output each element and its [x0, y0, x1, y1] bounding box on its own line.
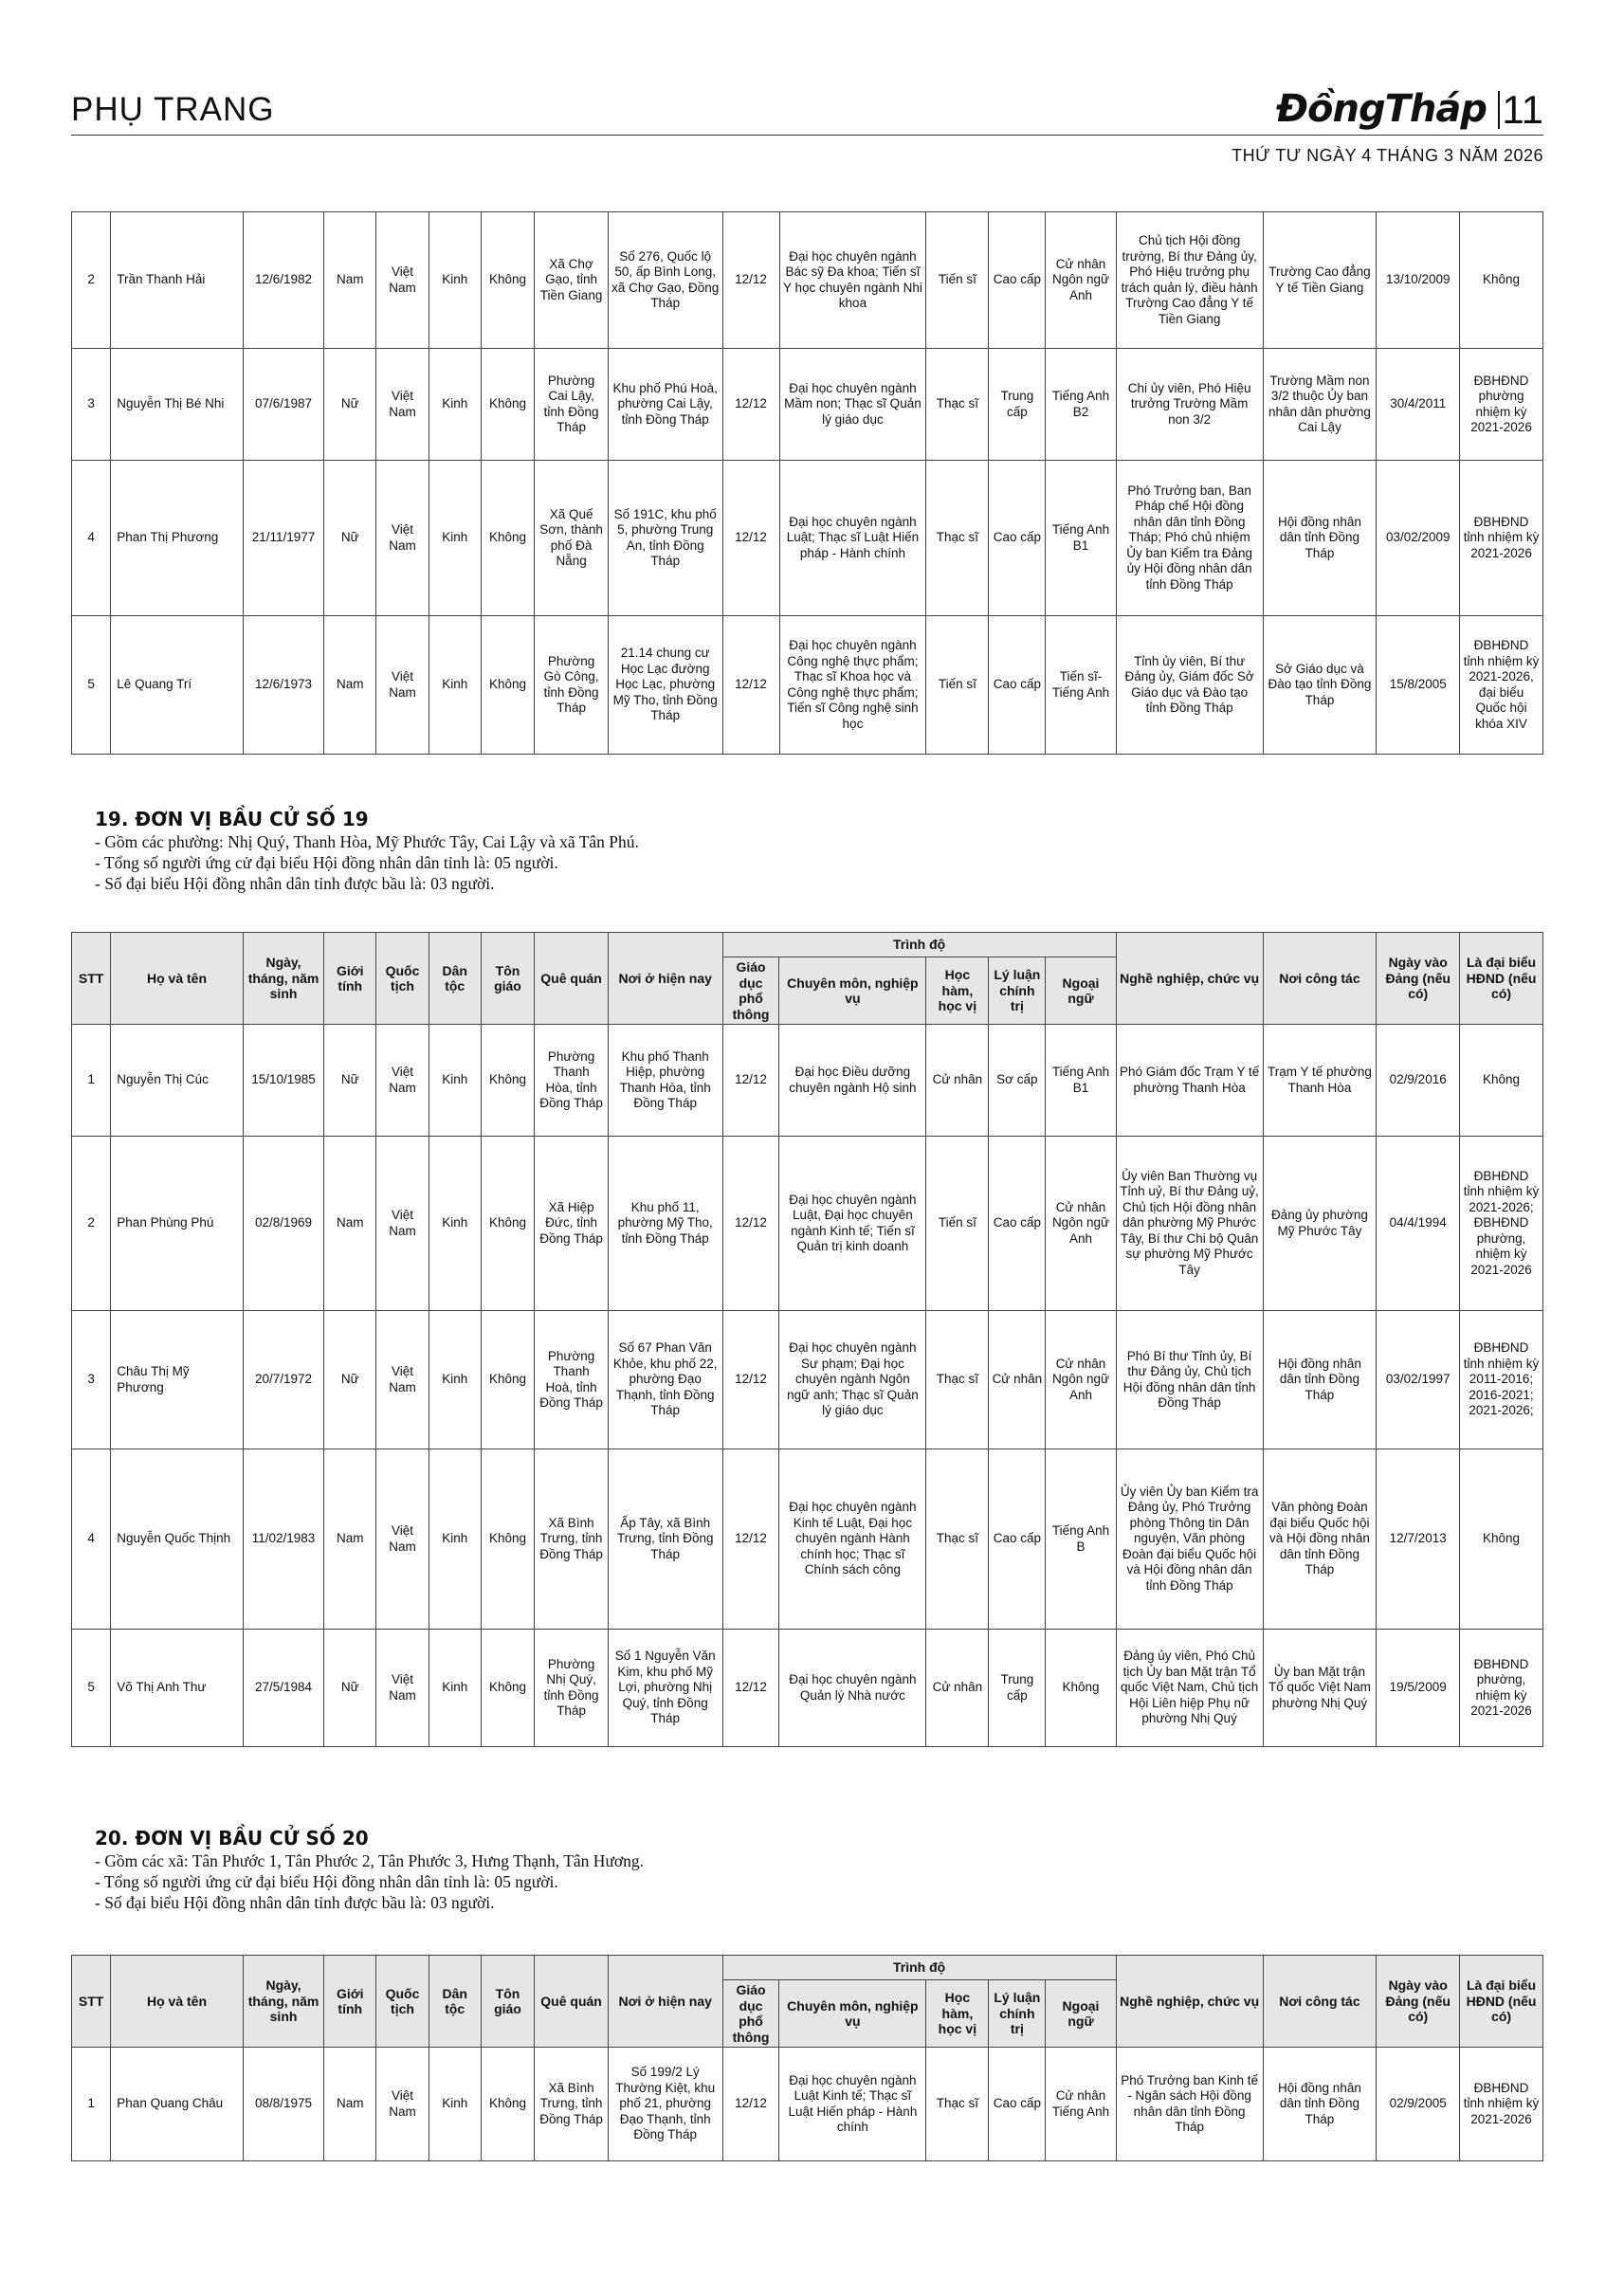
cell-residence: Số 191C, khu phố 5, phường Trung An, tỉnh Đồng Tháp	[608, 461, 722, 616]
column-header-language: Ngoại ngữ	[1046, 1980, 1116, 2048]
cell-ethnic: Kinh	[429, 349, 481, 461]
cell-language: Cử nhân Ngôn ngữ Anh	[1046, 1311, 1116, 1449]
cell-occupation: Tỉnh ủy viên, Bí thư Đảng ủy, Giám đốc Sở Giáo dục và Đào tạo tỉnh Đồng Tháp	[1116, 616, 1263, 755]
cell-stt: 4	[72, 461, 111, 616]
cell-name: Lê Quang Trí	[111, 616, 243, 755]
cell-dob: 27/5/1984	[243, 1630, 324, 1747]
unit-19-line: - Số đại biểu Hội đồng nhân dân tỉnh được bầu là: 03 người.	[95, 874, 495, 893]
cell-occupation: Phó Trưởng ban, Ban Pháp chế Hội đồng nhân dân tỉnh Đồng Tháp; Phó chủ nhiệm Ủy ban Kiểm tra Đảng ủy Hội đồng nhân dân tỉnh Đồng Tháp	[1116, 461, 1263, 616]
cell-nationality: Việt Nam	[376, 1449, 429, 1630]
cell-party-date: 03/02/2009	[1377, 461, 1460, 616]
cell-language: Cử nhân Ngôn ngữ Anh	[1046, 212, 1116, 349]
cell-religion: Không	[481, 461, 535, 616]
cell-ethnic: Kinh	[429, 1025, 481, 1137]
column-header-occupation: Nghề nghiệp, chức vụ	[1116, 1956, 1263, 2048]
table-row	[72, 349, 1543, 461]
cell-stt: 5	[72, 616, 111, 755]
column-header-residence: Nơi ở hiện nay	[608, 933, 722, 1025]
cell-delegate: ĐBHĐND tỉnh nhiệm kỳ 2011-2016; 2016-2021; 2021-2026;	[1460, 1311, 1543, 1449]
cell-ethnic: Kinh	[429, 212, 481, 349]
cell-nationality: Việt Nam	[376, 616, 429, 755]
newspaper-logo: ĐồngTháp	[1276, 87, 1487, 131]
table-row	[72, 1311, 1543, 1449]
cell-hometown: Xã Quế Sơn, thành phố Đà Nẵng	[535, 461, 608, 616]
column-header-delegate: Là đại biểu HĐND (nếu có)	[1460, 933, 1543, 1025]
column-header-stt: STT	[72, 1956, 111, 2048]
cell-political: Cao cấp	[989, 461, 1046, 616]
cell-party-date: 12/7/2013	[1377, 1449, 1460, 1630]
column-header-education: Trình độ	[722, 933, 1116, 957]
column-header-political: Lý luận chính trị	[989, 1980, 1046, 2048]
cell-name: Phan Phùng Phú	[111, 1137, 243, 1311]
cell-workplace: Trạm Y tế phường Thanh Hòa	[1263, 1025, 1377, 1137]
cell-political: Cử nhân	[989, 1311, 1046, 1449]
cell-political: Cao cấp	[989, 2048, 1046, 2161]
cell-hometown: Phường Gò Công, tỉnh Đồng Tháp	[535, 616, 608, 755]
unit-20-line: - Gồm các xã: Tân Phước 1, Tân Phước 2, Tân Phước 3, Hưng Thạnh, Tân Hương.	[95, 1851, 645, 1870]
cell-hometown: Xã Hiệp Đức, tỉnh Đồng Tháp	[535, 1137, 608, 1311]
cell-party-date: 04/4/1994	[1377, 1137, 1460, 1311]
cell-hometown: Xã Bình Trưng, tỉnh Đồng Tháp	[535, 1449, 608, 1630]
cell-religion: Không	[481, 212, 535, 349]
section-name: PHỤ TRANG	[71, 91, 275, 128]
cell-academic: Tiến sĩ	[926, 616, 989, 755]
column-header-hometown: Quê quán	[535, 1956, 608, 2048]
cell-general-edu: 12/12	[722, 1025, 779, 1137]
cell-delegate: Không	[1460, 1025, 1543, 1137]
cell-workplace: Hội đồng nhân dân tỉnh Đồng Tháp	[1263, 461, 1377, 616]
cell-academic: Cử nhân	[926, 1630, 989, 1747]
column-header-academic: Học hàm, học vị	[926, 957, 989, 1025]
cell-nationality: Việt Nam	[376, 349, 429, 461]
cell-political: Cao cấp	[989, 616, 1046, 755]
cell-residence: Số 1 Nguyễn Văn Kim, khu phố Mỹ Lợi, phường Nhị Quý, tỉnh Đồng Tháp	[608, 1630, 722, 1747]
unit-20-line: - Tổng số người ứng cử đại biểu Hội đồng nhân dân tỉnh là: 05 người.	[95, 1872, 558, 1891]
unit-19-title: 19. ĐƠN VỊ BẦU CỬ SỐ 19	[95, 808, 369, 830]
cell-religion: Không	[481, 616, 535, 755]
column-header-party-date: Ngày vào Đảng (nếu có)	[1377, 933, 1460, 1025]
column-header-workplace: Nơi công tác	[1263, 933, 1377, 1025]
cell-nationality: Việt Nam	[376, 1025, 429, 1137]
cell-delegate: Không	[1460, 1449, 1543, 1630]
cell-delegate: ĐBHĐND phường nhiệm kỳ 2021-2026	[1460, 349, 1543, 461]
cell-nationality: Việt Nam	[376, 1311, 429, 1449]
cell-hometown: Phường Cai Lậy, tỉnh Đồng Tháp	[535, 349, 608, 461]
cell-political: Sơ cấp	[989, 1025, 1046, 1137]
cell-occupation: Phó Giám đốc Trạm Y tế phường Thanh Hòa	[1116, 1025, 1263, 1137]
column-header-religion: Tôn giáo	[481, 933, 535, 1025]
cell-political: Cao cấp	[989, 1449, 1046, 1630]
unit-20-line: - Số đại biểu Hội đồng nhân dân tỉnh được bầu là: 03 người.	[95, 1893, 495, 1912]
cell-academic: Thạc sĩ	[926, 1449, 989, 1630]
cell-academic: Thạc sĩ	[926, 1311, 989, 1449]
cell-stt: 1	[72, 1025, 111, 1137]
cell-occupation: Ủy viên Ủy ban Kiểm tra Đảng ủy, Phó Trưởng phòng Thông tin Dân nguyện, Văn phòng Đoàn đại biểu Quốc hội và Hội đồng nhân dân tỉnh Đồng Tháp	[1116, 1449, 1263, 1630]
cell-language: Cử nhân Ngôn ngữ Anh	[1046, 1137, 1116, 1311]
cell-dob: 15/10/1985	[243, 1025, 324, 1137]
cell-name: Trần Thanh Hải	[111, 212, 243, 349]
cell-residence: Số 67 Phan Văn Khỏe, khu phố 22, phường Đạo Thạnh, tỉnh Đồng Tháp	[608, 1311, 722, 1449]
cell-occupation: Phó Bí thư Tỉnh ủy, Bí thư Đảng ủy, Chủ tịch Hội đồng nhân dân tỉnh Đồng Tháp	[1116, 1311, 1263, 1449]
cell-political: Cao cấp	[989, 212, 1046, 349]
cell-general-edu: 12/12	[722, 1311, 779, 1449]
cell-dob: 21/11/1977	[243, 461, 324, 616]
column-header-gender: Giới tính	[324, 933, 376, 1025]
cell-name: Võ Thị Anh Thư	[111, 1630, 243, 1747]
cell-workplace: Trường Mầm non 3/2 thuộc Ủy ban nhân dân phường Cai Lậy	[1263, 349, 1377, 461]
cell-ethnic: Kinh	[429, 1630, 481, 1747]
cell-specialty: Đại học Điều dưỡng chuyên ngành Hộ sinh	[779, 1025, 926, 1137]
column-header-occupation: Nghề nghiệp, chức vụ	[1116, 933, 1263, 1025]
cell-dob: 11/02/1983	[243, 1449, 324, 1630]
cell-occupation: Đảng ủy viên, Phó Chủ tịch Ủy ban Mặt trận Tổ quốc Việt Nam, Chủ tịch Hội Liên hiệp Phụ nữ phường Nhị Quý	[1116, 1630, 1263, 1747]
cell-workplace: Trường Cao đẳng Y tế Tiền Giang	[1263, 212, 1377, 349]
unit-19-info	[95, 807, 1517, 894]
cell-nationality: Việt Nam	[376, 1630, 429, 1747]
cell-specialty: Đại học chuyên ngành Luật; Thạc sĩ Luật Hiến pháp - Hành chính	[779, 461, 926, 616]
column-header-education: Trình độ	[722, 1956, 1116, 1980]
cell-dob: 12/6/1973	[243, 616, 324, 755]
cell-religion: Không	[481, 2048, 535, 2161]
table-row	[72, 212, 1543, 349]
page-number: 11	[1502, 87, 1543, 132]
header-row	[72, 933, 1543, 957]
cell-nationality: Việt Nam	[376, 212, 429, 349]
cell-stt: 5	[72, 1630, 111, 1747]
cell-specialty: Đại học chuyên ngành Bác sỹ Đa khoa; Tiến sĩ Y học chuyên ngành Nhi khoa	[779, 212, 926, 349]
cell-residence: 21.14 chung cư Học Lạc đường Học Lạc, phường Mỹ Tho, tỉnh Đồng Tháp	[608, 616, 722, 755]
column-header-dob: Ngày, tháng, năm sinh	[243, 933, 324, 1025]
cell-ethnic: Kinh	[429, 461, 481, 616]
candidate-table-unit-20	[71, 1955, 1543, 2161]
column-header-specialty: Chuyên môn, nghiệp vụ	[779, 957, 926, 1025]
column-header-workplace: Nơi công tác	[1263, 1956, 1377, 2048]
cell-academic: Thạc sĩ	[926, 2048, 989, 2161]
cell-party-date: 30/4/2011	[1377, 349, 1460, 461]
cell-name: Nguyễn Quốc Thịnh	[111, 1449, 243, 1630]
cell-political: Trung cấp	[989, 1630, 1046, 1747]
cell-hometown: Phường Nhị Quý, tỉnh Đồng Tháp	[535, 1630, 608, 1747]
cell-dob: 07/6/1987	[243, 349, 324, 461]
cell-name: Nguyễn Thị Bé Nhi	[111, 349, 243, 461]
cell-nationality: Việt Nam	[376, 1137, 429, 1311]
table-row	[72, 1630, 1543, 1747]
header-divider	[1498, 91, 1500, 129]
cell-language: Tiếng Anh B	[1046, 1449, 1116, 1630]
cell-general-edu: 12/12	[722, 1630, 779, 1747]
cell-gender: Nam	[324, 616, 376, 755]
cell-residence: Số 199/2 Lý Thường Kiệt, khu phố 21, phường Đạo Thạnh, tỉnh Đồng Tháp	[608, 2048, 722, 2161]
column-header-specialty: Chuyên môn, nghiệp vụ	[779, 1980, 926, 2048]
cell-occupation: Phó Trưởng ban Kinh tế - Ngân sách Hội đồng nhân dân tỉnh Đồng Tháp	[1116, 2048, 1263, 2161]
cell-workplace: Đảng ủy phường Mỹ Phước Tây	[1263, 1137, 1377, 1311]
cell-party-date: 02/9/2016	[1377, 1025, 1460, 1137]
cell-language: Cử nhân Tiếng Anh	[1046, 2048, 1116, 2161]
column-header-general-edu: Giáo dục phổ thông	[722, 957, 779, 1025]
cell-occupation: Chủ tịch Hội đồng trường, Bí thư Đảng ủy, Phó Hiệu trưởng phụ trách quản lý, điều hành Trường Cao đẳng Y tế Tiền Giang	[1116, 212, 1263, 349]
cell-general-edu: 12/12	[722, 212, 779, 349]
unit-20-title: 20. ĐƠN VỊ BẦU CỬ SỐ 20	[95, 1827, 369, 1850]
column-header-general-edu: Giáo dục phổ thông	[722, 1980, 779, 2048]
cell-hometown: Xã Chợ Gạo, tỉnh Tiền Giang	[535, 212, 608, 349]
cell-ethnic: Kinh	[429, 2048, 481, 2161]
cell-residence: Số 276, Quốc lộ 50, ấp Bình Long, xã Chợ Gạo, Đồng Tháp	[608, 212, 722, 349]
unit-19-line: - Tổng số người ứng cử đại biểu Hội đồng nhân dân tỉnh là: 05 người.	[95, 853, 558, 872]
cell-nationality: Việt Nam	[376, 2048, 429, 2161]
cell-hometown: Xã Bình Trưng, tỉnh Đồng Tháp	[535, 2048, 608, 2161]
column-header-dob: Ngày, tháng, năm sinh	[243, 1956, 324, 2048]
cell-party-date: 02/9/2005	[1377, 2048, 1460, 2161]
cell-religion: Không	[481, 1137, 535, 1311]
cell-political: Trung cấp	[989, 349, 1046, 461]
cell-academic: Tiến sĩ	[926, 212, 989, 349]
cell-language: Tiếng Anh B1	[1046, 461, 1116, 616]
cell-residence: Khu phố Phú Hoà, phường Cai Lậy, tỉnh Đồng Tháp	[608, 349, 722, 461]
column-header-religion: Tôn giáo	[481, 1956, 535, 2048]
column-header-ethnic: Dân tộc	[429, 1956, 481, 2048]
cell-general-edu: 12/12	[722, 461, 779, 616]
candidate-table-unit-19	[71, 932, 1543, 1747]
column-header-residence: Nơi ở hiện nay	[608, 1956, 722, 2048]
header-row	[72, 1956, 1543, 1980]
cell-dob: 12/6/1982	[243, 212, 324, 349]
column-header-name: Họ và tên	[111, 933, 243, 1025]
cell-general-edu: 12/12	[722, 1449, 779, 1630]
cell-religion: Không	[481, 349, 535, 461]
cell-language: Không	[1046, 1630, 1116, 1747]
cell-stt: 3	[72, 349, 111, 461]
cell-specialty: Đại học chuyên ngành Kinh tế Luật, Đại học chuyên ngành Hành chính học; Thạc sĩ Chính sách công	[779, 1449, 926, 1630]
cell-name: Phan Thị Phương	[111, 461, 243, 616]
unit-19-line: - Gồm các phường: Nhị Quý, Thanh Hòa, Mỹ Phước Tây, Cai Lậy và xã Tân Phú.	[95, 832, 639, 851]
cell-ethnic: Kinh	[429, 1311, 481, 1449]
cell-general-edu: 12/12	[722, 349, 779, 461]
cell-delegate: ĐBHĐND phường, nhiệm kỳ 2021-2026	[1460, 1630, 1543, 1747]
cell-academic: Cử nhân	[926, 1025, 989, 1137]
cell-hometown: Phường Thanh Hòa, tỉnh Đồng Tháp	[535, 1025, 608, 1137]
table-row	[72, 2048, 1543, 2161]
cell-gender: Nữ	[324, 1025, 376, 1137]
cell-ethnic: Kinh	[429, 1449, 481, 1630]
cell-delegate: ĐBHĐND tỉnh nhiệm kỳ 2021-2026	[1460, 461, 1543, 616]
cell-gender: Nữ	[324, 1311, 376, 1449]
cell-stt: 2	[72, 1137, 111, 1311]
column-header-stt: STT	[72, 933, 111, 1025]
candidate-table-continued	[71, 211, 1543, 755]
cell-religion: Không	[481, 1025, 535, 1137]
cell-workplace: Hội đồng nhân dân tỉnh Đồng Tháp	[1263, 1311, 1377, 1449]
cell-occupation: Ủy viên Ban Thường vụ Tỉnh uỷ, Bí thư Đảng uỷ, Chủ tịch Hội đồng nhân dân phường Mỹ Phước Tây, Bí thư Chi bộ Quân sự phường Mỹ Phước Tây	[1116, 1137, 1263, 1311]
cell-specialty: Đại học chuyên ngành Luật Kinh tế; Thạc sĩ Luật Hiến pháp - Hành chính	[779, 2048, 926, 2161]
cell-ethnic: Kinh	[429, 1137, 481, 1311]
unit-20-info	[95, 1826, 1517, 1913]
cell-nationality: Việt Nam	[376, 461, 429, 616]
cell-religion: Không	[481, 1630, 535, 1747]
cell-academic: Tiến sĩ	[926, 1137, 989, 1311]
column-header-party-date: Ngày vào Đảng (nếu có)	[1377, 1956, 1460, 2048]
cell-religion: Không	[481, 1311, 535, 1449]
table-row	[72, 616, 1543, 755]
column-header-academic: Học hàm, học vị	[926, 1980, 989, 2048]
cell-party-date: 19/5/2009	[1377, 1630, 1460, 1747]
cell-dob: 20/7/1972	[243, 1311, 324, 1449]
cell-party-date: 13/10/2009	[1377, 212, 1460, 349]
cell-stt: 2	[72, 212, 111, 349]
cell-gender: Nam	[324, 212, 376, 349]
cell-delegate: ĐBHĐND tỉnh nhiệm kỳ 2021-2026; ĐBHĐND phường, nhiệm kỳ 2021-2026	[1460, 1137, 1543, 1311]
cell-gender: Nam	[324, 1137, 376, 1311]
cell-residence: Khu phố 11, phường Mỹ Tho, tỉnh Đồng Tháp	[608, 1137, 722, 1311]
cell-general-edu: 12/12	[722, 1137, 779, 1311]
header-rule	[71, 135, 1543, 136]
cell-gender: Nữ	[324, 349, 376, 461]
cell-gender: Nữ	[324, 461, 376, 616]
column-header-language: Ngoại ngữ	[1046, 957, 1116, 1025]
table-row	[72, 1137, 1543, 1311]
cell-residence: Ấp Tây, xã Bình Trưng, tỉnh Đồng Tháp	[608, 1449, 722, 1630]
cell-name: Nguyễn Thị Cúc	[111, 1025, 243, 1137]
table-row	[72, 1449, 1543, 1630]
column-header-ethnic: Dân tộc	[429, 933, 481, 1025]
cell-residence: Khu phố Thanh Hiệp, phường Thanh Hòa, tỉnh Đồng Tháp	[608, 1025, 722, 1137]
issue-date: THỨ TƯ NGÀY 4 THÁNG 3 NĂM 2026	[1232, 146, 1543, 165]
cell-dob: 08/8/1975	[243, 2048, 324, 2161]
cell-gender: Nam	[324, 1449, 376, 1630]
cell-delegate: ĐBHĐND tỉnh nhiệm kỳ 2021-2026	[1460, 2048, 1543, 2161]
column-header-gender: Giới tính	[324, 1956, 376, 2048]
cell-language: Tiếng Anh B2	[1046, 349, 1116, 461]
cell-stt: 4	[72, 1449, 111, 1630]
cell-ethnic: Kinh	[429, 616, 481, 755]
cell-academic: Thạc sĩ	[926, 461, 989, 616]
cell-political: Cao cấp	[989, 1137, 1046, 1311]
cell-specialty: Đại học chuyên ngành Mầm non; Thạc sĩ Quản lý giáo dục	[779, 349, 926, 461]
table-row	[72, 461, 1543, 616]
table-row	[72, 1025, 1543, 1137]
column-header-nationality: Quốc tịch	[376, 1956, 429, 2048]
cell-hometown: Phường Thanh Hoà, tỉnh Đồng Tháp	[535, 1311, 608, 1449]
cell-specialty: Đại học chuyên ngành Công nghệ thực phẩm; Thạc sĩ Khoa học và Công nghệ thực phẩm; Tiến sĩ Công nghệ sinh học	[779, 616, 926, 755]
column-header-political: Lý luận chính trị	[989, 957, 1046, 1025]
page-header	[71, 87, 1543, 165]
column-header-nationality: Quốc tịch	[376, 933, 429, 1025]
cell-workplace: Ủy ban Mặt trận Tổ quốc Việt Nam phường Nhị Quý	[1263, 1630, 1377, 1747]
column-header-name: Họ và tên	[111, 1956, 243, 2048]
column-header-delegate: Là đại biểu HĐND (nếu có)	[1460, 1956, 1543, 2048]
cell-religion: Không	[481, 1449, 535, 1630]
cell-language: Tiến sĩ- Tiếng Anh	[1046, 616, 1116, 755]
column-header-hometown: Quê quán	[535, 933, 608, 1025]
cell-academic: Thạc sĩ	[926, 349, 989, 461]
cell-workplace: Sở Giáo dục và Đào tạo tỉnh Đồng Tháp	[1263, 616, 1377, 755]
cell-specialty: Đại học chuyên ngành Luật, Đại học chuyên ngành Kinh tế; Tiến sĩ Quản trị kinh doanh	[779, 1137, 926, 1311]
cell-workplace: Văn phòng Đoàn đại biểu Quốc hội và Hội đồng nhân dân tỉnh Đồng Tháp	[1263, 1449, 1377, 1630]
cell-stt: 3	[72, 1311, 111, 1449]
cell-general-edu: 12/12	[722, 2048, 779, 2161]
cell-gender: Nữ	[324, 1630, 376, 1747]
cell-occupation: Chi ủy viên, Phó Hiệu trưởng Trường Mầm non 3/2	[1116, 349, 1263, 461]
cell-delegate: ĐBHĐND tỉnh nhiệm kỳ 2021-2026, đại biểu Quốc hội khóa XIV	[1460, 616, 1543, 755]
cell-dob: 02/8/1969	[243, 1137, 324, 1311]
cell-specialty: Đại học chuyên ngành Quản lý Nhà nước	[779, 1630, 926, 1747]
cell-name: Phan Quang Châu	[111, 2048, 243, 2161]
cell-specialty: Đại học chuyên ngành Sư phạm; Đại học chuyên ngành Ngôn ngữ anh; Thạc sĩ Quản lý giáo dục	[779, 1311, 926, 1449]
cell-party-date: 15/8/2005	[1377, 616, 1460, 755]
cell-delegate: Không	[1460, 212, 1543, 349]
cell-stt: 1	[72, 2048, 111, 2161]
cell-workplace: Hội đồng nhân dân tỉnh Đồng Tháp	[1263, 2048, 1377, 2161]
cell-name: Châu Thị Mỹ Phương	[111, 1311, 243, 1449]
cell-general-edu: 12/12	[722, 616, 779, 755]
cell-language: Tiếng Anh B1	[1046, 1025, 1116, 1137]
cell-party-date: 03/02/1997	[1377, 1311, 1460, 1449]
cell-gender: Nam	[324, 2048, 376, 2161]
